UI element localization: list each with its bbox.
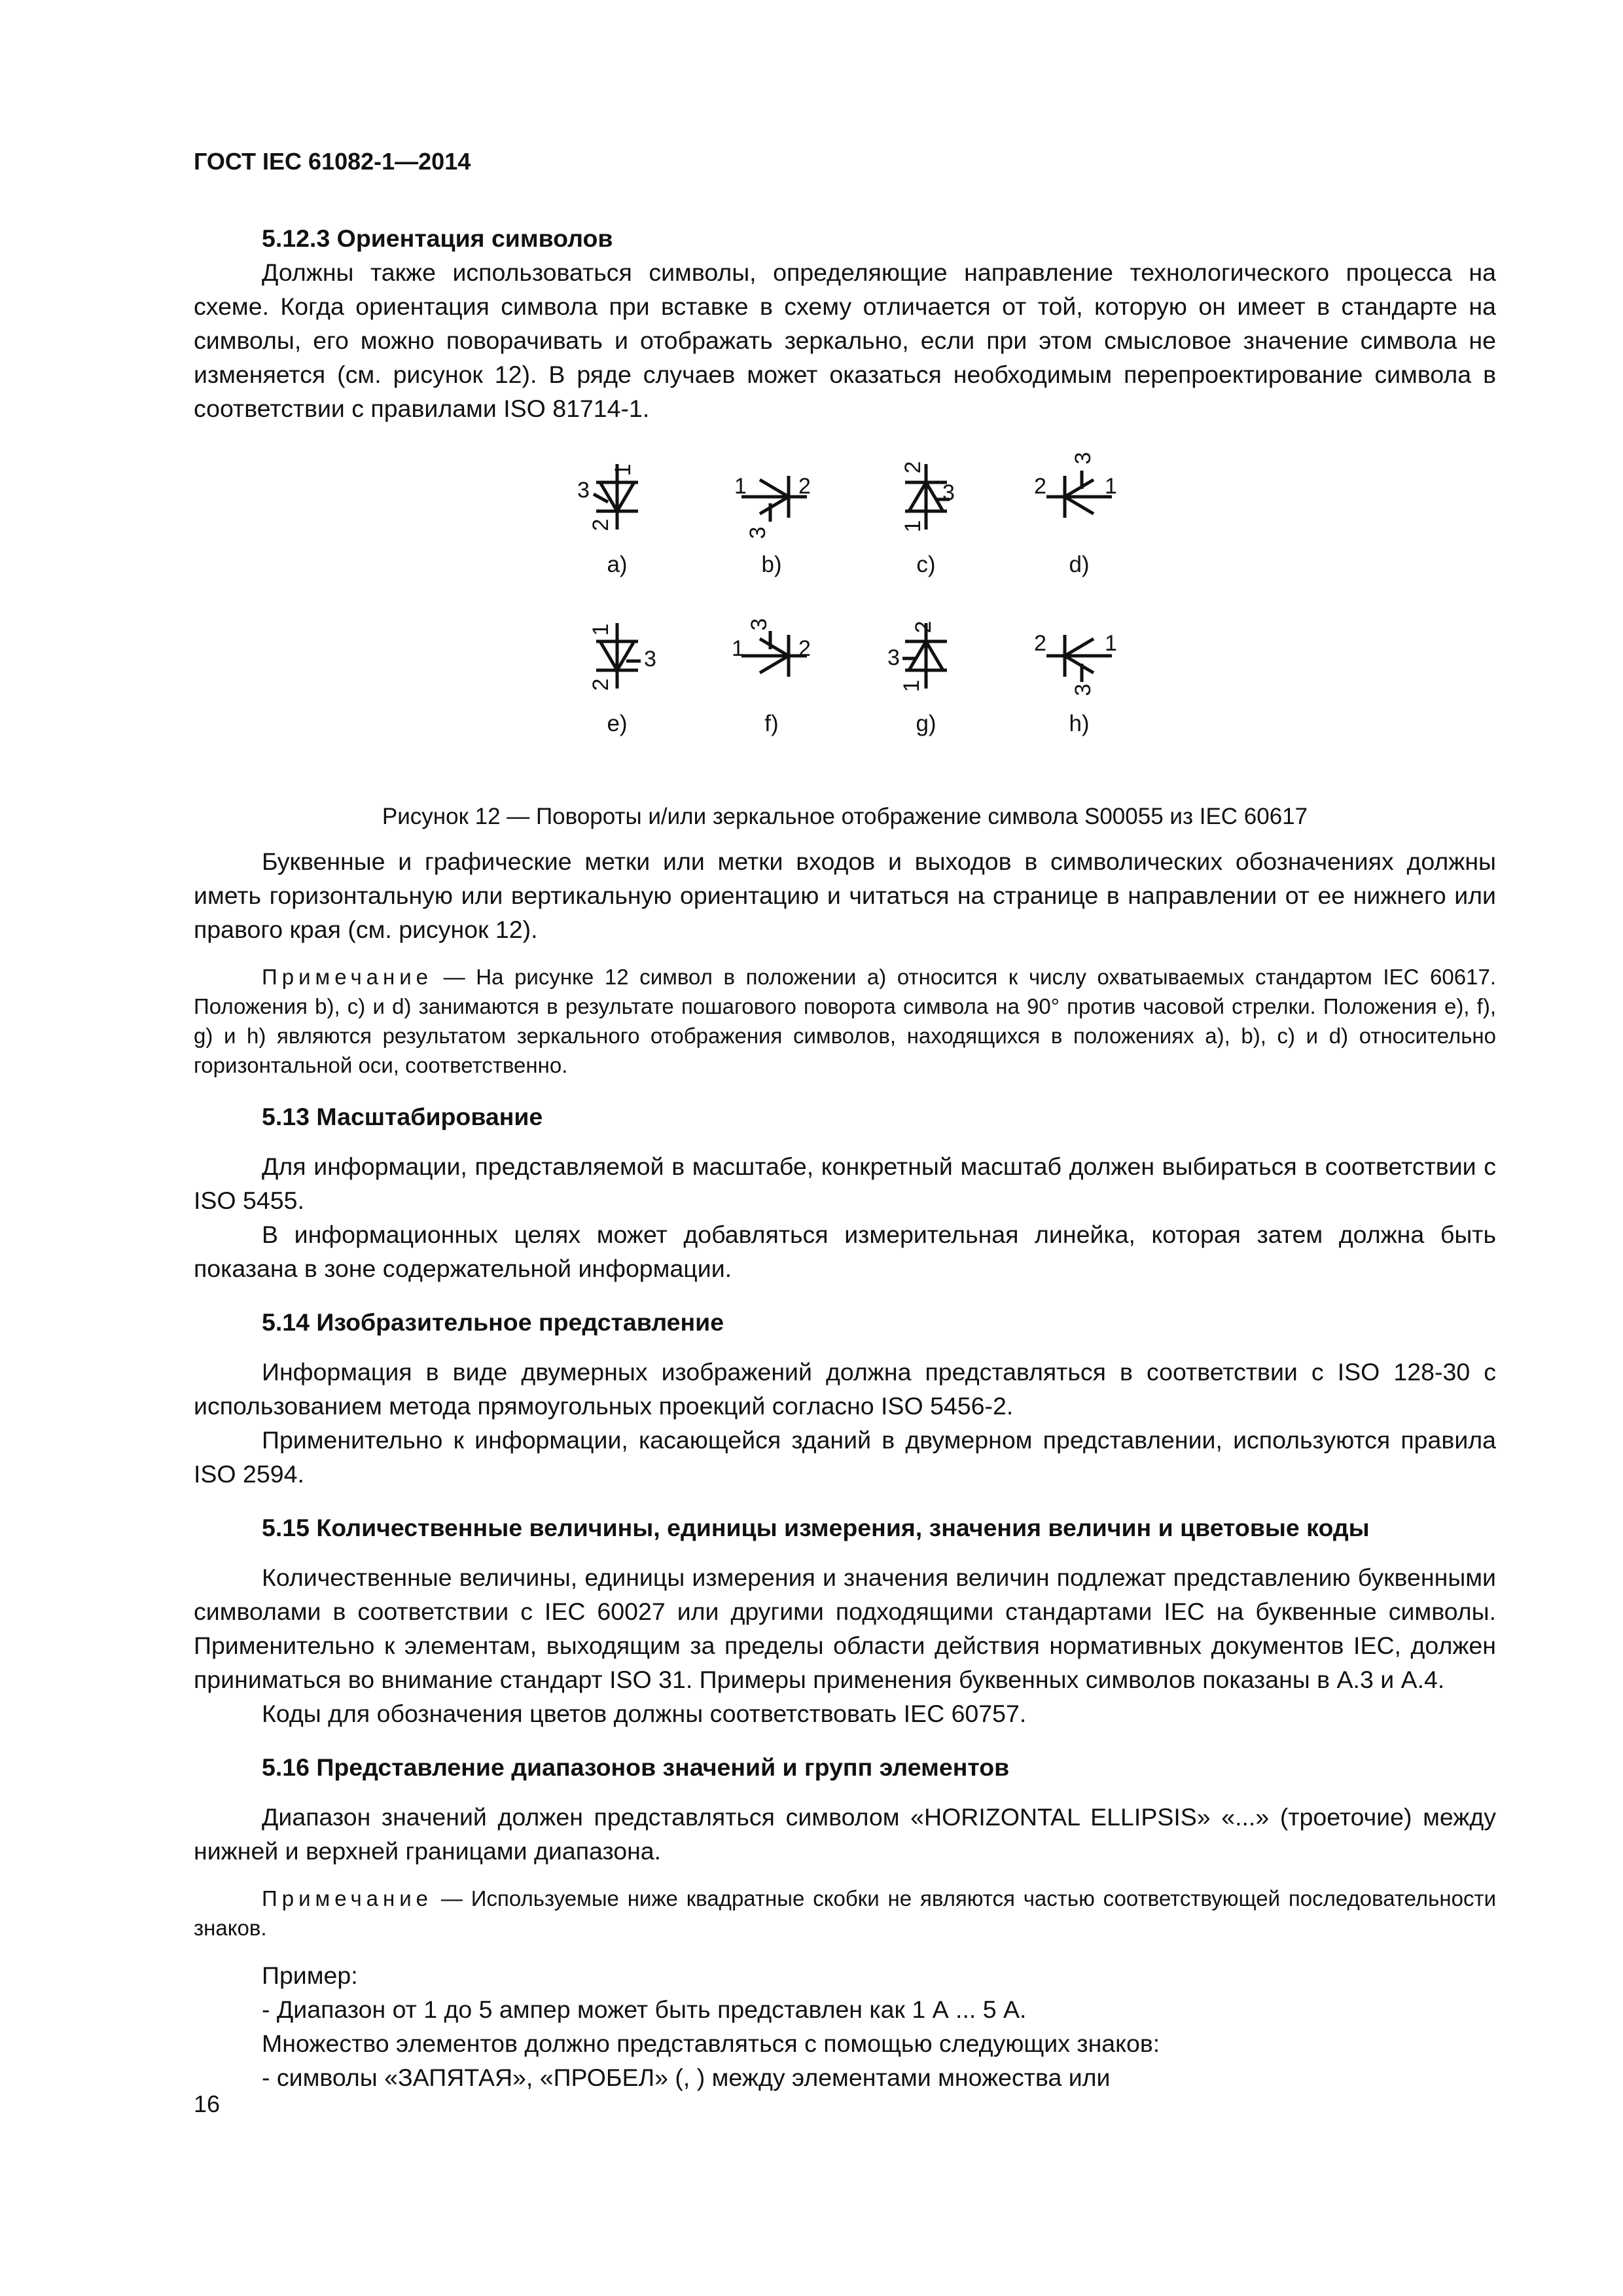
pin-numbers bbox=[577, 452, 1117, 696]
label-e: e) bbox=[607, 711, 628, 736]
pin-b-2: 2 bbox=[798, 474, 811, 499]
symbol-d bbox=[1046, 471, 1112, 518]
label-g: g) bbox=[916, 711, 936, 736]
pin-h-1: 1 bbox=[1105, 631, 1117, 656]
example-line-3: - символы «ЗАПЯТАЯ», «ПРОБЕЛ» (, ) между элементами множества или bbox=[262, 2064, 1111, 2091]
pin-f-2: 2 bbox=[798, 636, 811, 661]
example-line-1: - Диапазон от 1 до 5 ампер может быть представлен как 1 А ... 5 А. bbox=[262, 1996, 1027, 2023]
example-line-2: Множество элементов должно представляться с помощью следующих знаков: bbox=[262, 2030, 1160, 2057]
pin-g-1: 1 bbox=[899, 679, 924, 692]
example-label: Пример: bbox=[262, 1962, 358, 1989]
document-body bbox=[194, 221, 1496, 2094]
paragraph-5-15-1: Количественные величины, единицы измерения и значения величин подлежат представлению буквенными символами в соответствии с IEC 60027 или другими подходящими стандартами IEC на буквенные символы. Применительно к элементам, выходящим за пределы области действия нормативных документов IEC, должен приниматься во внимание стандарт ISO 31. Примеры применения буквенных символов показаны в А.3 и А.4. bbox=[194, 1564, 1496, 1693]
pin-e-3: 3 bbox=[644, 647, 656, 672]
pin-b-1: 1 bbox=[734, 474, 747, 499]
label-c: c) bbox=[916, 552, 936, 577]
heading-5-15: 5.15 Количественные величины, единицы измерения, значения величин и цветовые коды bbox=[262, 1514, 1370, 1541]
label-d: d) bbox=[1069, 552, 1090, 577]
pin-a-3: 3 bbox=[577, 478, 590, 503]
note-2 bbox=[194, 1884, 1496, 1943]
note-1 bbox=[194, 962, 1496, 1080]
heading-5-13: 5.13 Масштабирование bbox=[262, 1103, 543, 1130]
pin-d-3: 3 bbox=[1071, 452, 1096, 465]
position-labels bbox=[607, 552, 1089, 736]
symbol-h bbox=[1046, 635, 1112, 682]
pin-e-2: 2 bbox=[588, 678, 613, 691]
document-header: ГОСТ IEC 61082-1—2014 bbox=[194, 148, 471, 175]
paragraph-5-15-2: Коды для обозначения цветов должны соответствовать IEC 60757. bbox=[262, 1700, 1027, 1727]
pin-c-1: 1 bbox=[901, 520, 925, 533]
paragraph-5-13-1: Для информации, представляемой в масштабе, конкретный масштаб должен выбираться в соответствии с ISO 5455. bbox=[194, 1153, 1496, 1214]
pin-g-3: 3 bbox=[887, 645, 900, 670]
heading-5-12-3: 5.12.3 Ориентация символов bbox=[262, 224, 613, 252]
pin-h-3: 3 bbox=[1071, 683, 1096, 696]
paragraph-5-14-2: Применительно к информации, касающейся зданий в двумерном представлении, используются правила ISO 2594. bbox=[194, 1426, 1496, 1488]
heading-5-16: 5.16 Представление диапазонов значений и групп элементов bbox=[262, 1753, 1010, 1781]
paragraph-orientation: Должны также использоваться символы, определяющие направление технологического процесса на схеме. Когда ориентация символа при вставке в схему отличается от той, которую он имеет в стандарте на символы, его можно поворачивать и отображать зеркально, если при этом смысловое значение символа не изменяется (см. рисунок 12). В ряде случаев может оказаться необходимым перепроектирование символа в соответствии с правилами ISO 81714-1. bbox=[194, 259, 1496, 422]
note-1-label: Примечание bbox=[262, 965, 433, 989]
paragraph-5-16-1: Диапазон значений должен представляться символом «HORIZONTAL ELLIPSIS» «...» (троеточие) между нижней и верхней границами диапазона. bbox=[194, 1803, 1496, 1865]
pin-f-1: 1 bbox=[732, 636, 744, 661]
pin-a-2: 2 bbox=[588, 518, 613, 531]
pin-e-1: 1 bbox=[588, 623, 613, 636]
thyristor-symbols-drawing bbox=[194, 435, 1496, 801]
note-1-text: — На рисунке 12 символ в положении a) относится к числу охватываемых стандартом IEC 60617. Положения b), c) и d) занимаются в результате пошагового поворота символа на 90° против часовой стрелки. Положения e), f), g) и h) являются результатом зеркального отображения символов, находящихся в положениях a), b), c) и d) относительно горизонтальной оси, соответственно. bbox=[194, 965, 1496, 1077]
label-f: f) bbox=[764, 711, 779, 736]
label-a: a) bbox=[607, 552, 628, 577]
note-2-label: Примечание bbox=[262, 1886, 433, 1910]
pin-d-1: 1 bbox=[1105, 474, 1117, 499]
label-b: b) bbox=[761, 552, 782, 577]
figure-12 bbox=[194, 435, 1496, 801]
page-number: 16 bbox=[194, 2090, 221, 2117]
pin-g-2: 2 bbox=[911, 620, 936, 634]
label-h: h) bbox=[1069, 711, 1090, 736]
pin-a-1: 1 bbox=[611, 463, 635, 476]
note-2-text: — Используемые ниже квадратные скобки не являются частью соответствующей последовательности знаков. bbox=[194, 1886, 1496, 1940]
figure-caption: Рисунок 12 — Повороты и/или зеркальное отображение символа S00055 из IEC 60617 bbox=[382, 804, 1308, 829]
heading-5-14: 5.14 Изобразительное представление bbox=[262, 1308, 724, 1336]
paragraph-5-13-2: В информационных целях может добавляться измерительная линейка, которая затем должна быть показана в зоне содержательной информации. bbox=[194, 1221, 1496, 1282]
symbol-b bbox=[741, 476, 807, 522]
pin-b-3: 3 bbox=[745, 526, 770, 539]
pin-c-3: 3 bbox=[942, 480, 955, 505]
symbol-f bbox=[741, 631, 807, 677]
paragraph-labels: Буквенные и графические метки или метки входов и выходов в символических обозначениях должны иметь горизонтальную или вертикальную ориентацию и читаться на странице в направлении от ее нижнего или правого края (см. рисунок 12). bbox=[194, 848, 1496, 943]
pin-h-2: 2 bbox=[1034, 631, 1046, 656]
pin-d-2: 2 bbox=[1034, 474, 1046, 499]
pin-f-3: 3 bbox=[747, 618, 772, 631]
paragraph-5-14-1: Информация в виде двумерных изображений должна представляться в соответствии с ISO 128-30 с использованием метода прямоугольных проекций согласно ISO 5456-2. bbox=[194, 1358, 1496, 1420]
pin-c-2: 2 bbox=[901, 461, 925, 474]
